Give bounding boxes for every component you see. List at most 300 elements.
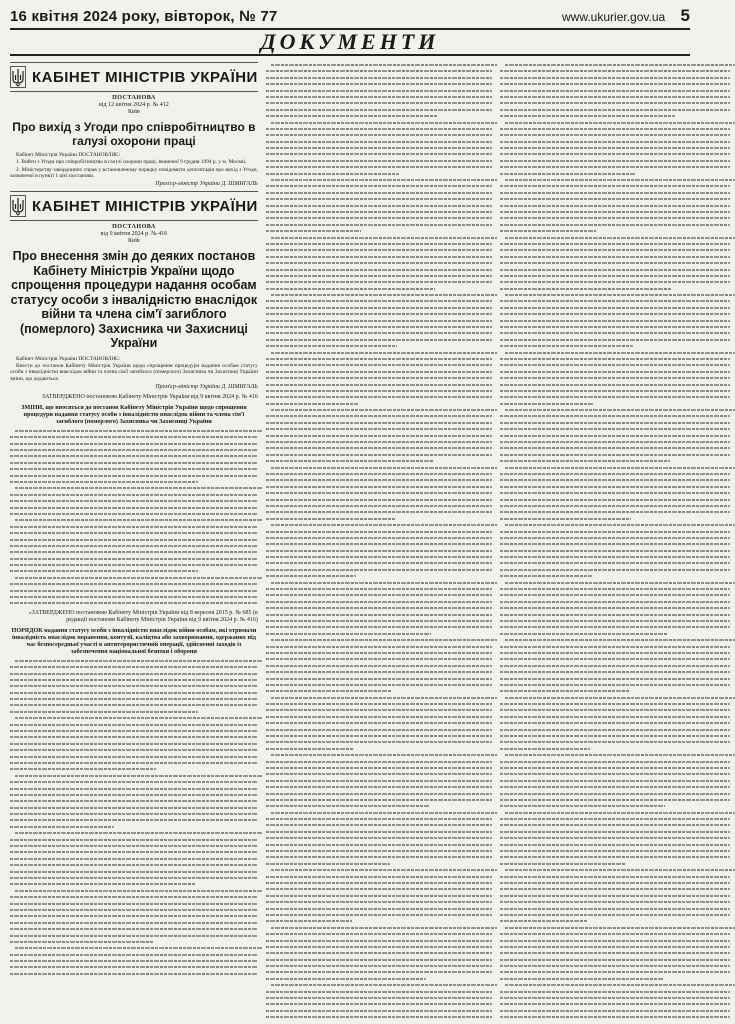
text-line xyxy=(500,842,730,848)
text-line xyxy=(500,1014,730,1020)
text-line xyxy=(266,126,492,132)
text-line xyxy=(500,720,730,726)
text-line xyxy=(266,938,492,944)
text-line xyxy=(266,324,492,330)
text-line xyxy=(500,701,730,707)
text-line xyxy=(500,560,730,566)
text-line xyxy=(266,803,429,809)
text-line xyxy=(266,784,492,790)
text-line xyxy=(266,624,492,630)
text-line xyxy=(10,466,258,472)
text-line xyxy=(15,658,263,664)
text-line xyxy=(500,861,627,867)
text-line xyxy=(500,145,730,151)
text-line xyxy=(266,688,393,694)
text-line xyxy=(266,311,492,317)
text-line xyxy=(500,778,730,784)
text-line xyxy=(10,920,258,926)
text-line xyxy=(10,766,156,772)
text-line xyxy=(271,177,497,183)
text-line xyxy=(266,733,492,739)
doc2-city: Київ xyxy=(128,238,140,245)
text-line xyxy=(266,612,492,618)
text-line xyxy=(10,505,258,511)
text-line xyxy=(500,311,730,317)
text-line xyxy=(15,715,263,721)
text-line xyxy=(266,727,492,733)
text-line xyxy=(266,906,492,912)
header-right xyxy=(562,6,690,26)
text-line xyxy=(500,279,730,285)
text-line xyxy=(500,535,730,541)
text-line xyxy=(10,537,258,543)
text-line xyxy=(266,139,492,145)
text-line xyxy=(505,867,735,873)
body-text-block xyxy=(266,62,492,1021)
text-line xyxy=(500,394,730,400)
text-line xyxy=(500,688,629,694)
text-line xyxy=(10,677,258,683)
text-line xyxy=(500,784,730,790)
text-line xyxy=(266,560,492,566)
text-line xyxy=(500,158,730,164)
text-line xyxy=(500,75,730,81)
doc1-title: Про вихід з Угоди про співробітництво в галузі охорони праці xyxy=(12,120,256,148)
text-line xyxy=(505,350,735,356)
text-line xyxy=(10,971,258,977)
text-line xyxy=(266,541,492,547)
text-line xyxy=(10,530,258,536)
text-line xyxy=(266,286,436,292)
text-line xyxy=(500,273,730,279)
text-line xyxy=(505,235,735,241)
text-line xyxy=(500,484,730,490)
text-line xyxy=(500,254,730,260)
text-line xyxy=(500,950,730,956)
text-line xyxy=(500,286,673,292)
text-line xyxy=(505,925,735,931)
text-line xyxy=(271,752,497,758)
text-line xyxy=(500,420,730,426)
text-line xyxy=(500,247,730,253)
text-line xyxy=(500,880,730,886)
text-line xyxy=(10,709,198,715)
text-line xyxy=(10,447,258,453)
text-line xyxy=(266,509,492,515)
text-line xyxy=(10,473,258,479)
column-2 xyxy=(266,62,492,1022)
text-line xyxy=(10,594,258,600)
text-line xyxy=(500,944,730,950)
text-line xyxy=(500,893,730,899)
page-header xyxy=(10,6,690,26)
text-line xyxy=(10,792,258,798)
text-line xyxy=(500,324,730,330)
text-line xyxy=(500,554,730,560)
text-line xyxy=(10,562,258,568)
text-line xyxy=(500,612,730,618)
body-text-block xyxy=(500,62,730,1021)
text-line xyxy=(10,543,258,549)
text-line xyxy=(266,676,492,682)
text-line xyxy=(10,958,258,964)
text-line xyxy=(500,516,631,522)
text-line xyxy=(266,164,492,170)
doc2-approved-1: ЗАТВЕРДЖЕНО постановою Кабінету Міністрів України від 9 квітня 2024 р. № 416 xyxy=(41,393,258,400)
text-line xyxy=(500,260,730,266)
text-line xyxy=(10,939,154,945)
text-line xyxy=(500,727,730,733)
doc2-approved-2: «ЗАТВЕРДЖЕНО постановою Кабінету Міністрів України від 8 вересня 2015 р. № 685 (в редакції постанови Кабінету Міністрів України від 9 квітня 2024 р. № 416) xyxy=(28,609,258,623)
text-line xyxy=(266,369,492,375)
text-line xyxy=(500,912,730,918)
text-line xyxy=(10,862,258,868)
text-line xyxy=(500,1001,730,1007)
doc1-body xyxy=(10,152,258,179)
text-line xyxy=(500,445,730,451)
text-line xyxy=(500,388,730,394)
text-line xyxy=(266,413,492,419)
text-line xyxy=(266,765,492,771)
text-line xyxy=(500,401,594,407)
text-line xyxy=(500,822,730,828)
text-line xyxy=(500,592,730,598)
text-line xyxy=(266,484,492,490)
text-line xyxy=(266,318,492,324)
text-line xyxy=(10,683,258,689)
text-line xyxy=(10,875,258,881)
text-line xyxy=(10,837,258,843)
text-line xyxy=(266,362,492,368)
doc1-kind: ПОСТАНОВА xyxy=(112,95,156,101)
doc1-org: КАБІНЕТ МІНІСТРІВ УКРАЇНИ xyxy=(32,68,258,86)
text-line xyxy=(10,747,258,753)
text-line xyxy=(271,982,497,988)
text-line xyxy=(10,498,258,504)
doc1-para: Кабінет Міністрів України ПОСТАНОВЛЯЄ: xyxy=(16,152,121,158)
text-line xyxy=(271,120,497,126)
text-line xyxy=(266,739,492,745)
text-line xyxy=(505,637,735,643)
text-line xyxy=(266,599,492,605)
text-line xyxy=(10,754,258,760)
text-line xyxy=(266,503,492,509)
text-line xyxy=(500,989,730,995)
doc2-procedure-title: ПОРЯДОК надання статусу особи з інвалідністю внаслідок війни особам, які отримали інвалідність внаслідок поранення, контузії, каліцтва або захворювання, одержаних під час безпосередньої участі в антитерористичній операції, здійсненні заходів із забезпечення національної безпеки і оборони xyxy=(11,626,257,655)
text-line xyxy=(266,145,492,151)
text-line xyxy=(500,586,730,592)
text-line xyxy=(500,471,730,477)
text-line xyxy=(500,644,730,650)
text-line xyxy=(266,94,492,100)
text-line xyxy=(266,944,492,950)
text-line xyxy=(266,592,492,598)
text-line xyxy=(500,203,730,209)
text-line xyxy=(266,912,492,918)
text-line xyxy=(271,235,497,241)
text-line xyxy=(500,1008,730,1014)
doc1-city: Київ xyxy=(128,109,140,115)
text-line xyxy=(500,567,730,573)
text-line xyxy=(15,575,263,581)
text-line xyxy=(266,874,492,880)
text-line xyxy=(266,535,492,541)
text-line xyxy=(266,330,492,336)
text-line xyxy=(266,209,492,215)
text-line xyxy=(10,894,258,900)
text-line xyxy=(500,906,730,912)
text-line xyxy=(266,75,492,81)
text-line xyxy=(266,420,492,426)
text-line xyxy=(500,618,730,624)
text-line xyxy=(10,881,196,887)
text-line xyxy=(500,298,730,304)
columns xyxy=(10,62,690,1022)
text-line xyxy=(266,554,492,560)
text-line xyxy=(266,854,492,860)
text-line xyxy=(266,222,492,228)
text-line xyxy=(500,663,730,669)
text-line xyxy=(505,407,735,413)
doc2-body xyxy=(10,356,258,382)
text-line xyxy=(15,830,263,836)
text-line xyxy=(266,215,492,221)
text-line xyxy=(266,791,492,797)
text-line xyxy=(266,305,492,311)
text-line xyxy=(10,722,258,728)
text-line xyxy=(500,835,730,841)
text-line xyxy=(500,631,668,637)
text-line xyxy=(266,822,492,828)
text-line xyxy=(271,810,497,816)
text-line xyxy=(500,382,730,388)
text-line xyxy=(500,433,730,439)
text-line xyxy=(505,465,735,471)
text-line xyxy=(271,867,497,873)
text-line xyxy=(500,164,730,170)
text-line xyxy=(500,343,633,349)
text-line xyxy=(266,618,492,624)
text-line xyxy=(266,113,438,119)
text-line xyxy=(10,869,258,875)
text-line xyxy=(10,901,258,907)
text-line xyxy=(266,196,492,202)
text-line xyxy=(266,842,492,848)
text-line xyxy=(500,707,730,713)
column-3 xyxy=(500,62,730,1022)
doc2-date: від 9 квітня 2024 р. № 416 xyxy=(100,231,168,238)
text-line xyxy=(505,810,735,816)
text-line xyxy=(500,458,670,464)
text-line xyxy=(500,541,730,547)
text-line xyxy=(266,669,492,675)
issue-date: 16 квітня 2024 року, вівторок, № 77 xyxy=(10,8,278,25)
text-line xyxy=(500,426,730,432)
text-line xyxy=(505,120,735,126)
text-line xyxy=(500,477,730,483)
text-line xyxy=(500,452,730,458)
doc1-org-header xyxy=(10,62,258,92)
text-line xyxy=(266,241,492,247)
text-line xyxy=(266,394,492,400)
text-line xyxy=(266,778,492,784)
text-line xyxy=(266,254,492,260)
text-line xyxy=(10,817,258,823)
text-line xyxy=(10,741,258,747)
text-line xyxy=(266,899,492,905)
text-line xyxy=(266,771,492,777)
text-line xyxy=(505,580,735,586)
text-line xyxy=(500,439,730,445)
text-line xyxy=(266,714,492,720)
text-line xyxy=(266,746,354,752)
text-line xyxy=(10,856,258,862)
text-line xyxy=(10,588,258,594)
text-line xyxy=(266,337,492,343)
text-line xyxy=(266,279,492,285)
text-line xyxy=(266,861,390,867)
text-line xyxy=(505,177,735,183)
text-line xyxy=(10,479,198,485)
text-line xyxy=(500,330,730,336)
text-line xyxy=(500,215,730,221)
text-line xyxy=(500,222,730,228)
text-line xyxy=(500,765,730,771)
text-line xyxy=(266,829,492,835)
doc2-para: Внести до постанов Кабінету Міністрів України щодо спрощення процедури надання особам статусу особи з інвалідністю внаслідок війни та члена сім'ї загиблого (померлого) Захисника чи Захисниці України зміни, що додаються. xyxy=(10,362,258,382)
text-line xyxy=(500,548,730,554)
text-line xyxy=(500,413,730,419)
text-line xyxy=(15,428,263,434)
text-line xyxy=(266,452,492,458)
text-line xyxy=(10,696,258,702)
text-line xyxy=(500,132,730,138)
doc2-org-header xyxy=(10,191,258,221)
text-line xyxy=(10,952,258,958)
text-line xyxy=(500,190,730,196)
text-line xyxy=(266,631,431,637)
text-line xyxy=(266,886,492,892)
text-line xyxy=(10,441,258,447)
text-line xyxy=(500,318,730,324)
text-line xyxy=(266,247,492,253)
text-line xyxy=(500,957,730,963)
text-line xyxy=(10,907,258,913)
text-line xyxy=(10,805,258,811)
text-line xyxy=(266,382,492,388)
text-line xyxy=(15,485,263,491)
text-line xyxy=(10,492,258,498)
text-line xyxy=(266,433,492,439)
body-text-block xyxy=(10,517,258,606)
text-line xyxy=(266,797,492,803)
text-line xyxy=(10,664,258,670)
text-line xyxy=(500,931,730,937)
text-line xyxy=(266,260,492,266)
text-line xyxy=(266,995,492,1001)
text-line xyxy=(500,829,730,835)
site-url[interactable]: www.ukurier.gov.ua xyxy=(562,10,666,24)
text-line xyxy=(266,356,492,362)
text-line xyxy=(500,183,730,189)
text-line xyxy=(266,759,492,765)
text-line xyxy=(500,107,730,113)
text-line xyxy=(266,976,426,982)
text-line xyxy=(500,803,666,809)
text-line xyxy=(500,68,730,74)
text-line xyxy=(15,773,263,779)
text-line xyxy=(266,848,492,854)
text-line xyxy=(10,671,258,677)
text-line xyxy=(10,964,258,970)
text-line xyxy=(500,650,730,656)
text-line xyxy=(10,460,258,466)
doc2-title: Про внесення змін до деяких постанов Кабінету Міністрів України щодо спрощення процедури надання особам статусу особи з інвалідністю внаслідок війни та члена сім'ї загиблого (померлого) Захисника чи Захисниці України xyxy=(10,249,258,351)
text-line xyxy=(500,503,730,509)
text-line xyxy=(500,938,730,944)
text-line xyxy=(500,529,730,535)
text-line xyxy=(266,880,492,886)
text-line xyxy=(500,356,730,362)
text-line xyxy=(10,760,258,766)
text-line xyxy=(500,771,730,777)
text-line xyxy=(500,113,675,119)
page-number: 5 xyxy=(680,6,690,25)
text-line xyxy=(10,549,258,555)
text-line xyxy=(266,548,492,554)
doc1-meta xyxy=(10,95,258,116)
text-line xyxy=(15,517,263,523)
doc2-para: Кабінет Міністрів України ПОСТАНОВЛЯЄ: xyxy=(16,355,121,362)
trident-icon xyxy=(10,195,26,217)
text-line xyxy=(10,690,258,696)
text-line xyxy=(500,746,590,752)
text-line xyxy=(266,458,433,464)
text-line xyxy=(10,434,258,440)
doc2-changes-title: ЗМІНИ, що вносяться до постанов Кабінету Міністрів України щодо спрощення процедури надання статусу особи з інвалідністю внаслідок війни та члена сім'ї загиблого (померлого) Захисника чи Захисниці України xyxy=(21,403,247,425)
text-line xyxy=(10,702,258,708)
text-line xyxy=(10,568,198,574)
doc1-signature: Прем'єр-міністр України Д. ШМИГАЛЬ xyxy=(155,181,258,188)
text-line xyxy=(266,957,492,963)
text-line xyxy=(271,695,497,701)
text-line xyxy=(266,586,492,592)
column-1 xyxy=(10,62,258,1022)
text-line xyxy=(500,816,730,822)
text-line xyxy=(271,925,497,931)
text-line xyxy=(10,511,258,517)
text-line xyxy=(500,759,730,765)
text-line xyxy=(500,797,730,803)
text-line xyxy=(271,580,497,586)
text-line xyxy=(500,81,730,87)
text-line xyxy=(15,945,263,951)
text-line xyxy=(10,824,114,830)
text-line xyxy=(266,656,492,662)
text-line xyxy=(266,298,492,304)
text-line xyxy=(10,786,258,792)
text-line xyxy=(500,497,730,503)
section-banner: ДОКУМЕНТИ xyxy=(10,28,690,56)
text-line xyxy=(500,733,730,739)
text-line xyxy=(500,669,730,675)
text-line xyxy=(266,88,492,94)
text-line xyxy=(500,656,730,662)
text-line xyxy=(500,995,730,1001)
text-line xyxy=(10,933,258,939)
text-line xyxy=(266,701,492,707)
text-line xyxy=(266,893,492,899)
